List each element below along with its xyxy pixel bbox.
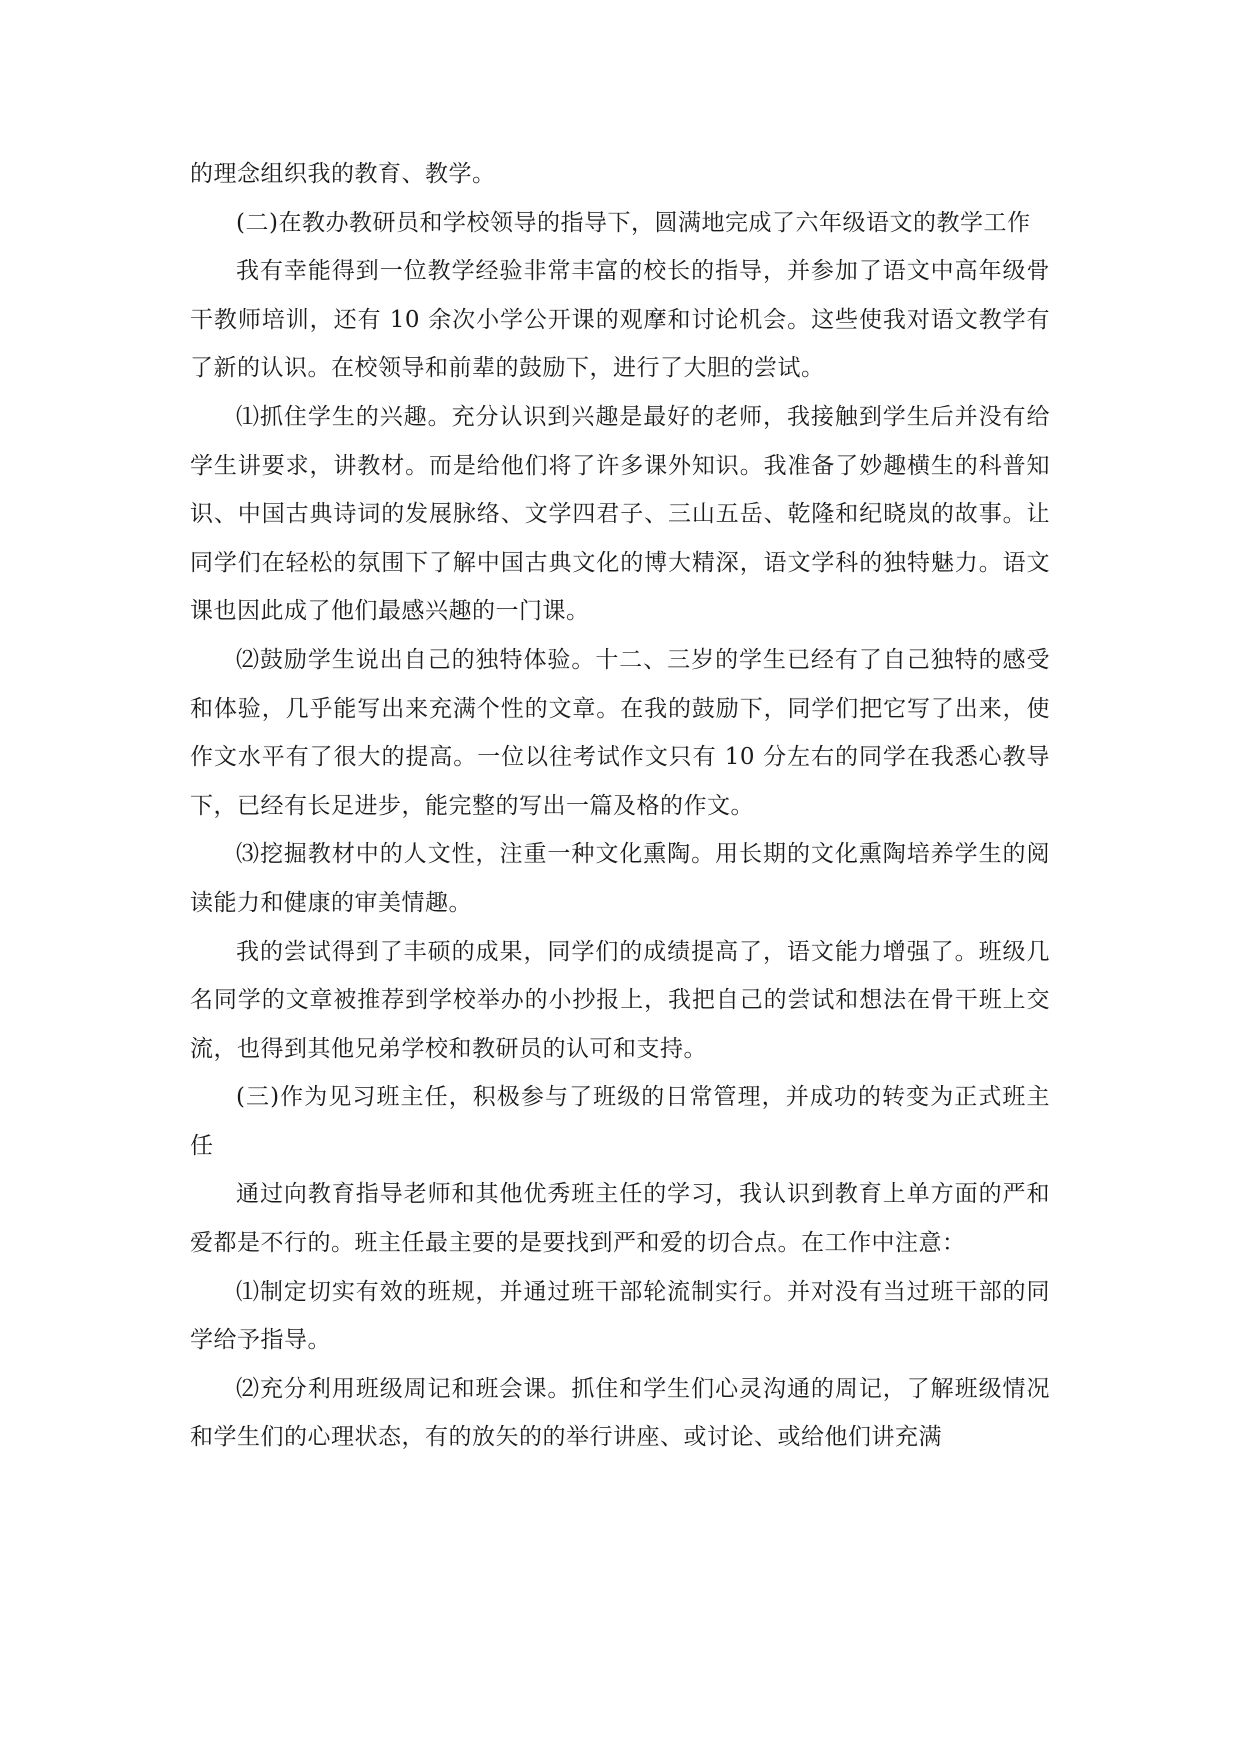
paragraph: 通过向教育指导老师和其他优秀班主任的学习，我认识到教育上单方面的严和爱都是不行的。班主任最主要的是要找到严和爱的切合点。在工作中注意： <box>190 1181 1050 1257</box>
paragraph: 的理念组织我的教育、教学。 <box>190 161 496 187</box>
list-item: ⑴抓住学生的兴趣。充分认识到兴趣是最好的老师，我接触到学生后并没有给学生讲要求，讲教材。而是给他们将了许多课外知识。我准备了妙趣横生的科普知识、中国古典诗词的发展脉络、文学四君子、三山五岳、乾隆和纪晓岚的故事。让同学们在轻松的氛围下了解中国古典文化的博大精深，语文学科的独特魅力。语文课也因此成了他们最感兴趣的一门课。 <box>190 403 1050 625</box>
list-item: ⑶挖掘教材中的人文性，注重一种文化熏陶。用长期的文化熏陶培养学生的阅读能力和健康的审美情趣。 <box>190 841 1050 916</box>
list-item: ⑵充分利用班级周记和班会课。抓住和学生们心灵沟通的周记，了解班级情况和学生们的心理状态，有的放矢的的举行讲座、或讨论、或给他们讲充满 <box>190 1375 1050 1451</box>
section-heading: (三)作为见习班主任，积极参与了班级的日常管理，并成功的转变为正式班主任 <box>190 1084 1050 1159</box>
paragraph: 我有幸能得到一位教学经验非常丰富的校长的指导，并参加了语文中高年级骨干教师培训，还有 10 余次小学公开课的观摩和讨论机会。这些使我对语文教学有了新的认识。在校领导和前辈的鼓励下，进行了大胆的尝试。 <box>190 258 1050 382</box>
section-heading: (二)在教办教研员和学校领导的指导下，圆满地完成了六年级语文的教学工作 <box>236 209 1031 236</box>
list-item: ⑵鼓励学生说出自己的独特体验。十二、三岁的学生已经有了自己独特的感受和体验，几乎能写出来充满个性的文章。在我的鼓励下，同学们把它写了出来，使作文水平有了很大的提高。一位以往考试作文只有 10 分左右的同学在我悉心教导下，已经有长足进步，能完整的写出一篇及格的作文。 <box>190 646 1050 819</box>
list-item: ⑴制定切实有效的班规，并通过班干部轮流制实行。并对没有当过班干部的同学给予指导。 <box>190 1278 1050 1354</box>
document-body <box>190 150 1050 1462</box>
paragraph: 我的尝试得到了丰硕的成果，同学们的成绩提高了，语文能力增强了。班级几名同学的文章被推荐到学校举办的小抄报上，我把自己的尝试和想法在骨干班上交流，也得到其他兄弟学校和教研员的认可和支持。 <box>190 938 1050 1062</box>
